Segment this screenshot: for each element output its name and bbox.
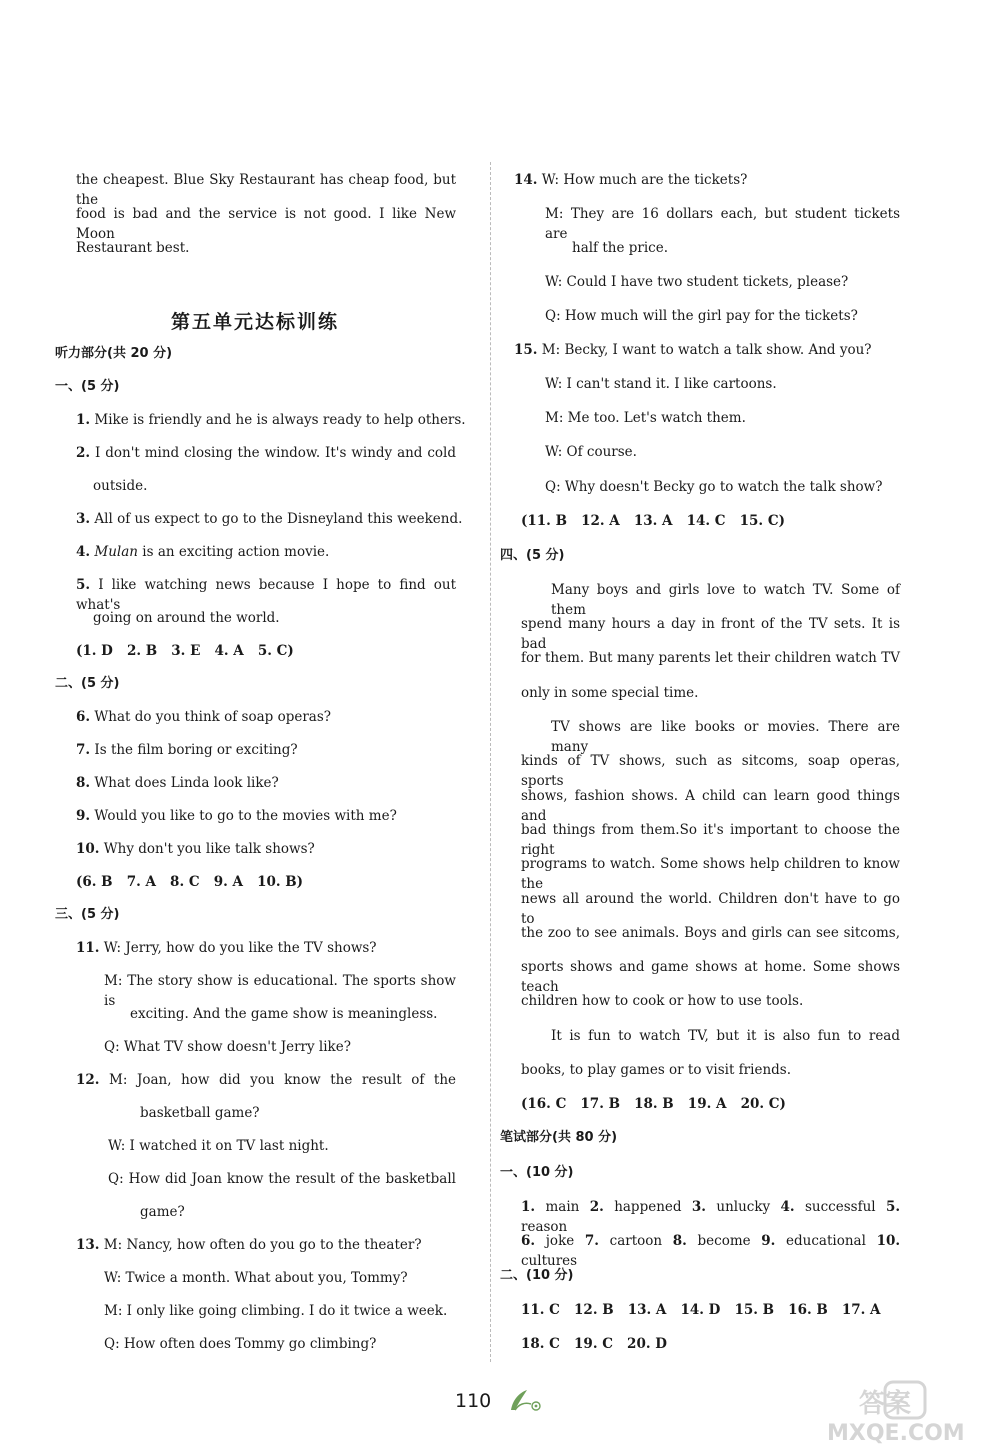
dialogue-line: M: The story show is educational. The sports show is xyxy=(104,973,456,1009)
dialogue-line: half the price. xyxy=(572,240,669,256)
dialogue-line: 13. M: Nancy, how often do you go to the theater? xyxy=(76,1237,422,1253)
w2-header: 二、(10 分) xyxy=(500,1268,574,1283)
passage-line: bad things from them.So it's important to choose the right xyxy=(521,822,900,858)
dialogue-line: Q: How did Joan know the result of the basketball xyxy=(108,1171,456,1187)
passage-line: books, to play games or to visit friends. xyxy=(521,1062,791,1078)
intro-line-2: food is bad and the service is not good. I like New Moon xyxy=(76,206,456,242)
list-item: 1. Mike is friendly and he is always ready to help others. xyxy=(76,412,466,428)
dialogue-line: Q: How much will the girl pay for the tickets? xyxy=(545,308,858,324)
w2-answers-row-1: 11. C 12. B 13. A 14. D 15. B 16. B 17. A xyxy=(521,1302,881,1318)
intro-line-3: Restaurant best. xyxy=(76,240,190,256)
list-item-cont: going on around the world. xyxy=(93,610,280,626)
watermark-bottom-text: MXQE.COM xyxy=(827,1421,965,1445)
s4-answers: (16. C 17. B 18. B 19. A 20. C) xyxy=(521,1096,786,1112)
passage-line: spend many hours a day in front of the TV sets. It is bad xyxy=(521,616,900,652)
dialogue-line: M: I only like going climbing. I do it twice a week. xyxy=(104,1303,448,1319)
dialogue-line: Q: What TV show doesn't Jerry like? xyxy=(104,1039,351,1055)
passage-line: Many boys and girls love to watch TV. Some of them xyxy=(551,582,900,618)
s1-header: 一、(5 分) xyxy=(55,379,120,394)
vocab-row-2: 6. joke 7. cartoon 8. become 9. educational 10. cultures xyxy=(521,1233,901,1269)
dialogue-line: Q: How often does Tommy go climbing? xyxy=(104,1336,377,1352)
column-divider xyxy=(490,162,491,1362)
list-item: 2. I don't mind closing the window. It's windy and cold xyxy=(76,445,456,461)
w2-answers-row-2: 18. C 19. C 20. D xyxy=(521,1336,667,1352)
s4-header: 四、(5 分) xyxy=(500,548,565,563)
dialogue-line: W: I watched it on TV last night. xyxy=(108,1138,329,1154)
passage-line: TV shows are like books or movies. There are many xyxy=(551,719,900,755)
passage-line: sports shows and game shows at home. Some shows teach xyxy=(521,959,900,995)
written-header: 笔试部分(共 80 分) xyxy=(500,1130,618,1145)
watermark-top-text: 答案 xyxy=(859,1389,912,1419)
list-item: 7. Is the film boring or exciting? xyxy=(76,742,298,758)
intro-line-1: the cheapest. Blue Sky Restaurant has cheap food, but the xyxy=(76,172,456,208)
s2-header: 二、(5 分) xyxy=(55,676,120,691)
list-item: 4. Mulan is an exciting action movie. xyxy=(76,544,330,560)
dialogue-line: W: Could I have two student tickets, please? xyxy=(545,274,849,290)
dialogue-line: W: Of course. xyxy=(545,444,637,460)
unit-title: 第五单元达标训练 xyxy=(170,311,339,333)
dialogue-line: basketball game? xyxy=(140,1105,260,1121)
dialogue-line: game? xyxy=(140,1204,185,1220)
s3-header: 三、(5 分) xyxy=(55,907,120,922)
list-item: 8. What does Linda look like? xyxy=(76,775,279,791)
list-item: 3. All of us expect to go to the Disneyland this weekend. xyxy=(76,511,463,527)
passage-line: children how to cook or how to use tools. xyxy=(521,993,804,1009)
page-number: 110 xyxy=(455,1390,492,1412)
list-item: 6. What do you think of soap operas? xyxy=(76,709,332,725)
s2-answers: (6. B 7. A 8. C 9. A 10. B) xyxy=(76,874,304,890)
passage-line: programs to watch. Some shows help children to know the xyxy=(521,856,900,892)
dialogue-line: 12. M: Joan, how did you know the result of the xyxy=(76,1072,456,1088)
s1-answers: (1. D 2. B 3. E 4. A 5. C) xyxy=(76,643,294,659)
passage-line: for them. But many parents let their children watch TV xyxy=(521,650,900,666)
listening-header: 听力部分(共 20 分) xyxy=(55,346,173,361)
passage-line: shows, fashion shows. A child can learn good things and xyxy=(521,788,900,824)
dialogue-line: W: I can't stand it. I like cartoons. xyxy=(545,376,777,392)
passage-line: It is fun to watch TV, but it is also fun to read xyxy=(551,1028,900,1044)
watermark-logo xyxy=(825,1380,995,1445)
passage-line: news all around the world. Children don't have to go to xyxy=(521,891,900,927)
leaf-ornament-icon xyxy=(505,1386,545,1414)
w1-header: 一、(10 分) xyxy=(500,1165,574,1180)
s3-answers: (11. B 12. A 13. A 14. C 15. C) xyxy=(521,513,785,529)
list-item: 9. Would you like to go to the movies with me? xyxy=(76,808,397,824)
dialogue-line: 11. W: Jerry, how do you like the TV shows? xyxy=(76,940,377,956)
passage-line: kinds of TV shows, such as sitcoms, soap operas, sports xyxy=(521,753,900,789)
dialogue-line: M: They are 16 dollars each, but student tickets are xyxy=(545,206,900,242)
passage-line: the zoo to see animals. Boys and girls can see sitcoms, xyxy=(521,925,900,941)
dialogue-line: exciting. And the game show is meaningless. xyxy=(130,1006,438,1022)
list-item: 10. Why don't you like talk shows? xyxy=(76,841,315,857)
dialogue-line: Q: Why doesn't Becky go to watch the talk show? xyxy=(545,479,883,495)
dialogue-line: 14. W: How much are the tickets? xyxy=(514,172,748,188)
list-item-cont: outside. xyxy=(93,478,148,494)
dialogue-line: M: Me too. Let's watch them. xyxy=(545,410,746,426)
vocab-row-1: 1. main 2. happened 3. unlucky 4. successful 5. reason xyxy=(521,1199,901,1235)
passage-line: only in some special time. xyxy=(521,685,699,701)
dialogue-line: 15. M: Becky, I want to watch a talk show. And you? xyxy=(514,342,872,358)
list-item: 5. I like watching news because I hope to find out what's xyxy=(76,577,456,613)
dialogue-line: W: Twice a month. What about you, Tommy? xyxy=(104,1270,408,1286)
